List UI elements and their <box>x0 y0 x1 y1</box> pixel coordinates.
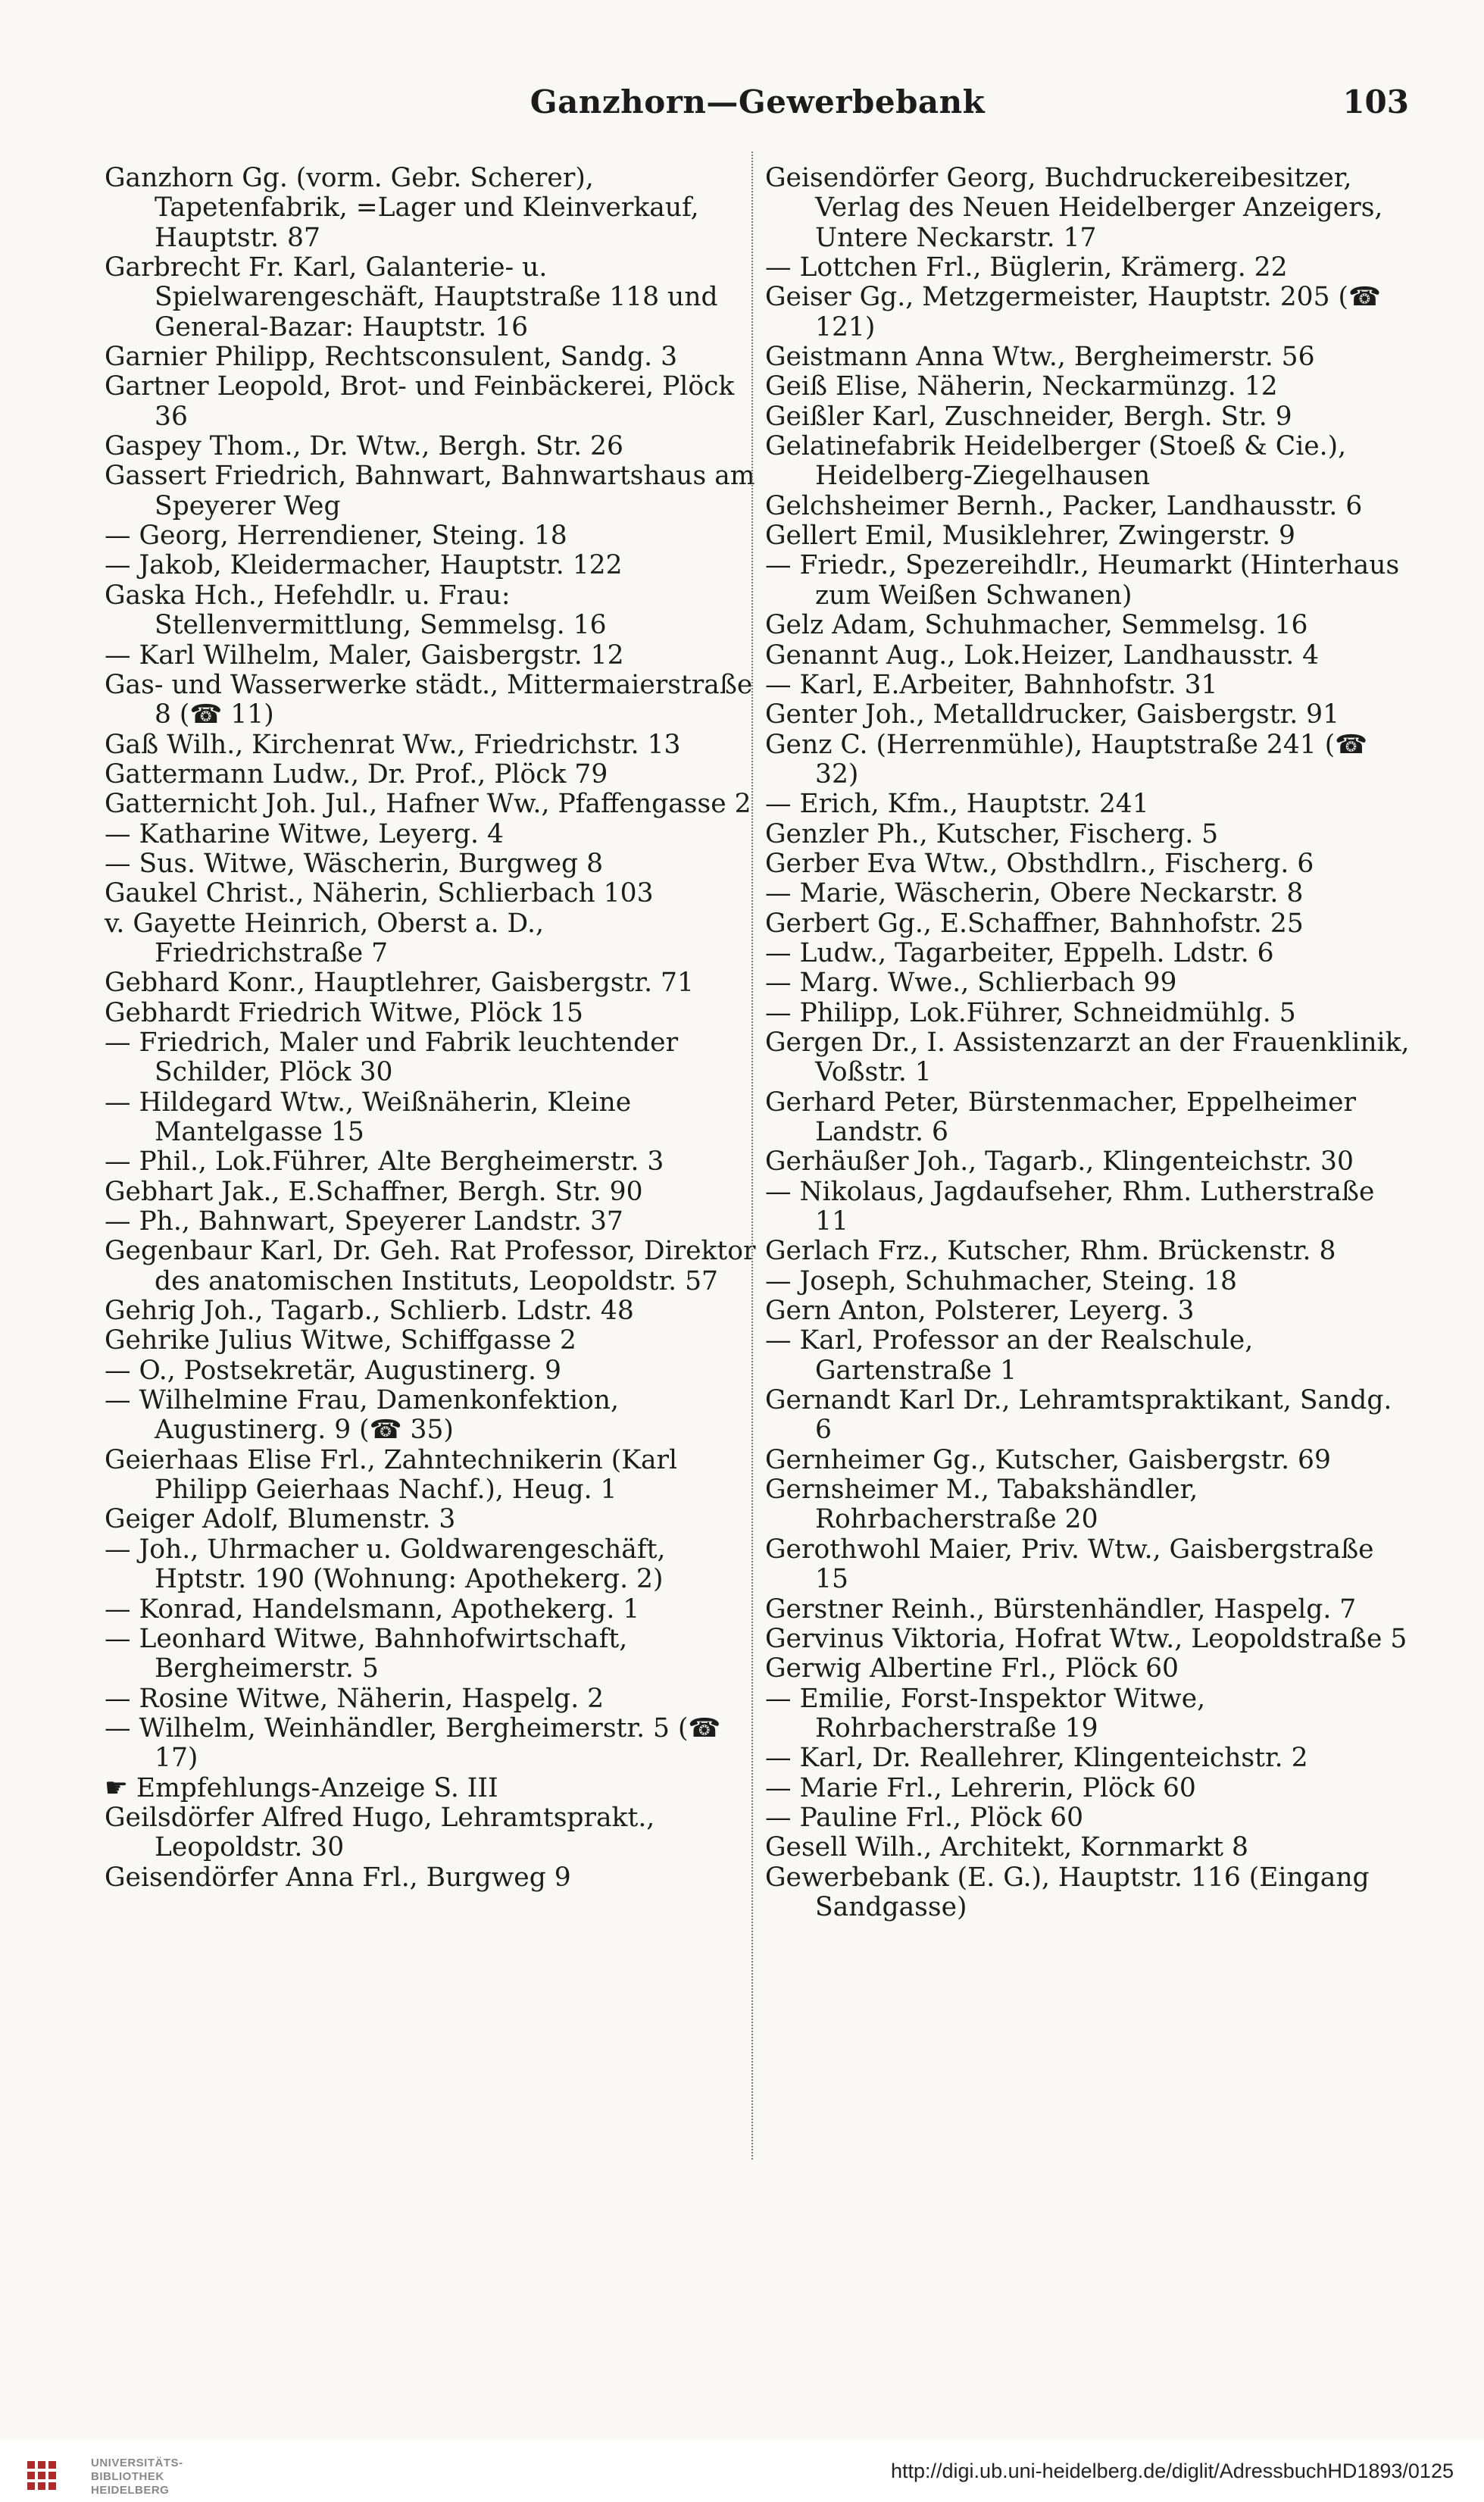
directory-entry: — Hildegard Wtw., Weißnäherin, Kleine Mantelgasse 15 <box>105 1087 632 1147</box>
directory-entry: Geisendörfer Anna Frl., Burgweg 9 <box>105 1862 571 1893</box>
library-name-line: UNIVERSITÄTS- <box>91 2457 183 2469</box>
directory-entry: — Katharine Witwe, Leyerg. 4 <box>105 818 504 849</box>
directory-entry: — Phil., Lok.Führer, Alte Bergheimerstr. 3 <box>105 1146 664 1178</box>
directory-entry: Gergen Dr., I. Assistenzarzt an der Frauenklinik, Voßstr. 1 <box>765 1027 1410 1088</box>
directory-entry: Genannt Aug., Lok.Heizer, Landhausstr. 4 <box>765 640 1320 671</box>
directory-entry: Gerbert Gg., E.Schaffner, Bahnhofstr. 25 <box>765 908 1304 939</box>
directory-entry: Geilsdörfer Alfred Hugo, Lehramtsprakt., Leopoldstr. 30 <box>105 1802 655 1863</box>
directory-entry: ☛ Empfehlungs-Anzeige S. III <box>105 1772 498 1803</box>
directory-entry: — Konrad, Handelsmann, Apothekerg. 1 <box>105 1593 640 1625</box>
directory-entry: — Karl, Dr. Reallehrer, Klingenteichstr. 2 <box>765 1743 1308 1774</box>
directory-entry: Gerothwohl Maier, Priv. Wtw., Gaisbergstraße 15 <box>765 1534 1374 1595</box>
directory-entry: Gernsheimer M., Tabakshändler, Rohrbacherstraße 20 <box>765 1475 1198 1535</box>
directory-entry: Geistmann Anna Wtw., Bergheimerstr. 56 <box>765 342 1315 373</box>
directory-entry: Geisendörfer Georg, Buchdruckereibesitzer, Verlag des Neuen Heidelberger Anzeigers, Untere Neckarstr. 17 <box>765 163 1383 253</box>
directory-entry: — Leonhard Witwe, Bahnhofwirtschaft, Bergheimerstr. 5 <box>105 1623 628 1684</box>
right-column <box>765 164 1415 1922</box>
directory-entry: Geierhaas Elise Frl., Zahntechnikerin (Karl Philipp Geierhaas Nachf.), Heug. 1 <box>105 1444 678 1506</box>
directory-entry: Garnier Philipp, Rechtsconsulent, Sandg. 3 <box>105 342 678 373</box>
directory-entry: Gelchsheimer Bernh., Packer, Landhausstr. 6 <box>765 490 1363 521</box>
directory-entry: — Philipp, Lok.Führer, Schneidmühlg. 5 <box>765 997 1296 1028</box>
university-library-logo-icon <box>23 2457 83 2502</box>
directory-entry: Gerhard Peter, Bürstenmacher, Eppelheimer Landstr. 6 <box>765 1087 1357 1147</box>
left-column <box>105 164 756 1893</box>
directory-entry: — Marg. Wwe., Schlierbach 99 <box>765 968 1177 999</box>
directory-entry: — Ph., Bahnwart, Speyerer Landstr. 37 <box>105 1206 623 1237</box>
directory-entry: — Karl, E.Arbeiter, Bahnhofstr. 31 <box>765 669 1218 700</box>
directory-entry: Geiger Adolf, Blumenstr. 3 <box>105 1504 456 1535</box>
column-divider <box>751 152 753 2160</box>
directory-entry: Gernheimer Gg., Kutscher, Gaisbergstr. 69 <box>765 1444 1331 1475</box>
directory-entry: — Lottchen Frl., Büglerin, Krämerg. 22 <box>765 252 1288 283</box>
directory-entry: Genzler Ph., Kutscher, Fischerg. 5 <box>765 818 1219 849</box>
library-name-line: BIBLIOTHEK <box>91 2470 164 2483</box>
directory-entry: Gehrig Joh., Tagarb., Schlierb. Ldstr. 48 <box>105 1296 634 1327</box>
page-number: 103 <box>1342 83 1409 120</box>
source-url: http://digi.ub.uni-heidelberg.de/diglit/AdressbuchHD1893/0125 <box>890 2460 1454 2482</box>
directory-entry: Gern Anton, Polsterer, Leyerg. 3 <box>765 1296 1195 1327</box>
directory-entry: Gellert Emil, Musiklehrer, Zwingerstr. 9 <box>765 521 1295 552</box>
directory-entry: Gebhardt Friedrich Witwe, Plöck 15 <box>105 997 584 1028</box>
directory-entry: Gebhard Konr., Hauptlehrer, Gaisbergstr. 71 <box>105 968 694 999</box>
directory-entry: Gebhart Jak., E.Schaffner, Bergh. Str. 90 <box>105 1176 643 1207</box>
running-title: Ganzhorn—Gewerbebank <box>530 83 986 120</box>
directory-entry: Genter Joh., Metalldrucker, Gaisbergstr. 91 <box>765 699 1340 730</box>
library-name-line: HEIDELBERG <box>91 2484 170 2497</box>
directory-entry: v. Gayette Heinrich, Oberst a. D., Friedrichstraße 7 <box>105 908 544 968</box>
directory-entry: — Friedrich, Maler und Fabrik leuchtender Schilder, Plöck 30 <box>105 1027 679 1088</box>
directory-entry: Geißler Karl, Zuschneider, Bergh. Str. 9 <box>765 401 1292 432</box>
directory-entry: — Wilhelmine Frau, Damenkonfektion, Augustinerg. 9 (☎ 35) <box>105 1385 619 1446</box>
directory-entry: — Emilie, Forst-Inspektor Witwe, Rohrbacherstraße 19 <box>765 1683 1206 1744</box>
directory-entry: Gassert Friedrich, Bahnwart, Bahnwartshaus am Speyerer Weg <box>105 461 755 521</box>
directory-entry: Gaukel Christ., Näherin, Schlierbach 103 <box>105 878 654 909</box>
library-name <box>91 2457 183 2497</box>
page-header <box>106 76 1409 136</box>
directory-entry: Garbrecht Fr. Karl, Galanterie- u. Spielwarengeschäft, Hauptstraße 118 und General-Bazar: Hauptstr. 16 <box>105 252 718 342</box>
directory-entry: Gelz Adam, Schuhmacher, Semmelsg. 16 <box>765 610 1308 641</box>
directory-entry: Gartner Leopold, Brot- und Feinbäckerei, Plöck 36 <box>105 371 735 432</box>
directory-entry: Gerstner Reinh., Bürstenhändler, Haspelg. 7 <box>765 1593 1357 1625</box>
directory-entry: Gerber Eva Wtw., Obsthdlrn., Fischerg. 6 <box>765 848 1314 879</box>
directory-entry: Gewerbebank (E. G.), Hauptstr. 116 (Eingang Sandgasse) <box>765 1862 1370 1922</box>
directory-entry: Gattermann Ludw., Dr. Prof., Plöck 79 <box>105 758 608 790</box>
directory-entry: — Friedr., Spezereihdlr., Heumarkt (Hinterhaus zum Weißen Schwanen) <box>765 550 1400 611</box>
directory-entry: Genz C. (Herrenmühle), Hauptstraße 241 (☎ 32) <box>765 729 1368 790</box>
directory-entry: Gernandt Karl Dr., Lehramtspraktikant, Sandg. 6 <box>765 1385 1392 1446</box>
directory-entry: Gaß Wilh., Kirchenrat Ww., Friedrichstr. 13 <box>105 729 681 760</box>
directory-entry: — Nikolaus, Jagdaufseher, Rhm. Lutherstraße 11 <box>765 1176 1375 1237</box>
directory-entry: Gerwig Albertine Frl., Plöck 60 <box>765 1653 1179 1684</box>
directory-entry: Gervinus Viktoria, Hofrat Wtw., Leopoldstraße 5 <box>765 1623 1407 1654</box>
directory-entry: — Marie, Wäscherin, Obere Neckarstr. 8 <box>765 878 1304 909</box>
directory-entry: Gehrike Julius Witwe, Schiffgasse 2 <box>105 1325 576 1356</box>
directory-entry: — Ludw., Tagarbeiter, Eppelh. Ldstr. 6 <box>765 937 1274 968</box>
directory-entry: Gas- und Wasserwerke städt., Mittermaierstraße 8 (☎ 11) <box>105 669 753 730</box>
directory-entry: Gegenbaur Karl, Dr. Geh. Rat Professor, Direktor des anatomischen Instituts, Leopoldstr. 57 <box>105 1236 756 1296</box>
directory-entry: — Sus. Witwe, Wäscherin, Burgweg 8 <box>105 848 604 879</box>
directory-entry: Gatternicht Joh. Jul., Hafner Ww., Pfaffengasse 2 <box>105 789 751 820</box>
directory-entry: — Jakob, Kleidermacher, Hauptstr. 122 <box>105 550 623 581</box>
directory-entry: Geiser Gg., Metzgermeister, Hauptstr. 205 (☎ 121) <box>765 282 1381 342</box>
directory-entry: — Erich, Kfm., Hauptstr. 241 <box>765 789 1149 820</box>
directory-entry: Gaspey Thom., Dr. Wtw., Bergh. Str. 26 <box>105 431 623 462</box>
directory-entry: Gerlach Frz., Kutscher, Rhm. Brückenstr. 8 <box>765 1236 1336 1267</box>
directory-entry: Gerhäußer Joh., Tagarb., Klingenteichstr. 30 <box>765 1146 1354 1178</box>
directory-entry: — Joh., Uhrmacher u. Goldwarengeschäft, Hptstr. 190 (Wohnung: Apothekerg. 2) <box>105 1534 666 1595</box>
directory-entry: Gesell Wilh., Architekt, Kornmarkt 8 <box>765 1832 1248 1863</box>
directory-entry: Ganzhorn Gg. (vorm. Gebr. Scherer), Tapetenfabrik, =Lager und Kleinverkauf, Hauptstr. 87 <box>105 163 699 253</box>
directory-entry: — O., Postsekretär, Augustinerg. 9 <box>105 1355 561 1386</box>
directory-entry: — Marie Frl., Lehrerin, Plöck 60 <box>765 1772 1196 1803</box>
page-footer <box>0 2440 1484 2500</box>
directory-entry: — Joseph, Schuhmacher, Steing. 18 <box>765 1265 1238 1296</box>
directory-entry: — Karl, Professor an der Realschule, Gartenstraße 1 <box>765 1325 1254 1386</box>
directory-entry: — Karl Wilhelm, Maler, Gaisbergstr. 12 <box>105 640 624 671</box>
directory-entry: — Georg, Herrendiener, Steing. 18 <box>105 521 567 552</box>
directory-entry: — Pauline Frl., Plöck 60 <box>765 1802 1084 1833</box>
directory-entry: Gelatinefabrik Heidelberger (Stoeß & Cie.), Heidelberg-Ziegelhausen <box>765 431 1347 492</box>
directory-entry: Geiß Elise, Näherin, Neckarmünzg. 12 <box>765 371 1278 402</box>
directory-entry: — Rosine Witwe, Näherin, Haspelg. 2 <box>105 1683 605 1714</box>
directory-entry: Gaska Hch., Hefehdlr. u. Frau: Stellenvermittlung, Semmelsg. 16 <box>105 580 607 641</box>
directory-entry: — Wilhelm, Weinhändler, Bergheimerstr. 5 (☎ 17) <box>105 1712 721 1774</box>
